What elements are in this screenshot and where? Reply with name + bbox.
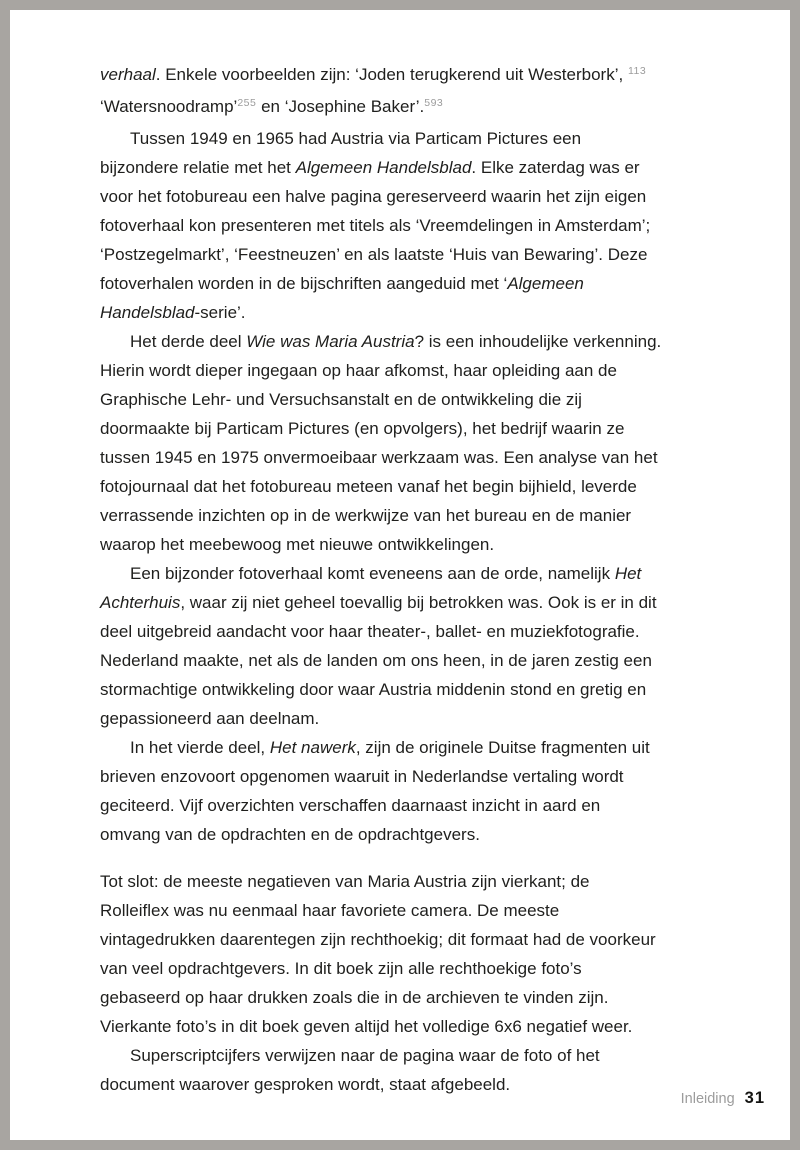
text-segment: , waar zij niet geheel toevallig bij betrokken was. Ook is er in dit deel uitgebreid aandacht voor haar theater-, ballet- en muziekfotografie. Nederland maakte, net als de landen om ons heen, in de jaren zestig een stormachtige ontwikkeling door waar Austria middenin stond en gretig en gepassioneerd aan deelnam. xyxy=(100,593,657,728)
text-segment: Tussen 1949 en 1965 had Austria via Particam Pictures een bijzondere relatie met het xyxy=(100,129,582,177)
text-segment: Het nawerk xyxy=(269,738,356,757)
text-segment: . Enkele voorbeelden zijn: ‘Joden terugkerend uit Westerbork’, xyxy=(155,65,628,84)
text-segment: In het vierde deel, xyxy=(130,738,270,757)
footer xyxy=(681,1089,765,1108)
page-reference-superscript: 113 xyxy=(627,65,647,77)
paragraph xyxy=(100,733,662,849)
text-segment: Superscriptcijfers verwijzen naar de pagina waar de foto of het document waarover gesproken wordt, staat afgebeeld. xyxy=(100,1046,600,1094)
text-segment: , zijn de originele Duitse fragmenten uit brieven enzovoort opgenomen waaruit in Nederlandse vertaling wordt geciteerd. Vijf overzichten verschaffen daarnaast inzicht in aard en omvang van de opdrachten en de opdrachtgevers. xyxy=(100,738,650,844)
paragraph xyxy=(100,327,662,559)
footer-page-number: 31 xyxy=(744,1089,765,1107)
text-segment: ‘Watersnoodramp’ xyxy=(100,97,238,116)
text-segment: Tot slot: de meeste negatieven van Maria Austria zijn vierkant; de Rolleiflex was nu eenmaal haar favoriete camera. De meeste vintagedrukken daarentegen zijn rechthoekig; dit formaat had de voorkeur van veel opdrachtgevers. In dit boek zijn alle rechthoekige foto’s gebaseerd op haar drukken zoals die in de archieven te vinden zijn. Vierkante foto’s in dit boek geven altijd het volledige 6x6 negatief weer. xyxy=(100,872,656,1036)
text-segment: ? is een inhoudelijke verkenning. Hierin wordt dieper ingegaan op haar afkomst, haar opleiding aan de Graphische Lehr- und Versuchsanstalt en de ontwikkeling die zij doormaakte bij Particam Pictures (en opvolgers), het bedrijf waarin ze tussen 1945 en 1975 onvermoeibaar werkzaam was. Een analyse van het fotojournaal dat het fotobureau meteen vanaf het begin bijhield, leverde verrassende inzichten op in de werkwijze van het bureau en de manier waarop het meebewoog met nieuwe ontwikkelingen. xyxy=(100,332,662,554)
book-page xyxy=(10,10,790,1140)
text-segment: Het Achterhuis xyxy=(100,564,642,612)
footer-section-label: Inleiding xyxy=(680,1091,735,1107)
page-reference-superscript: 593 xyxy=(424,97,444,109)
text-segment: . Elke zaterdag was er voor het fotobureau een halve pagina gereserveerd waarin het zijn eigen fotoverhaal kon presenteren met titels als ‘Vreemdelingen in Amsterdam’; ‘Postzegelmarkt’, ‘Feestneuzen’ en als laatste ‘Huis van Bewaring’. Deze fotoverhalen worden in de bijschriften aangeduid met ‘ xyxy=(100,158,651,293)
text-segment: Een bijzonder fotoverhaal komt eveneens aan de orde, namelijk xyxy=(130,564,615,583)
paragraph xyxy=(100,867,662,1041)
page-body xyxy=(100,60,662,1099)
text-segment: Het derde deel xyxy=(130,332,247,351)
text-segment: Wie was Maria Austria xyxy=(246,332,415,351)
paragraph xyxy=(100,124,662,327)
paragraph xyxy=(100,559,662,733)
text-segment: Algemeen Handelsblad xyxy=(100,274,584,322)
text-segment: en ‘Josephine Baker’. xyxy=(256,97,425,116)
text-segment: Algemeen Handelsblad xyxy=(295,158,472,177)
page-reference-superscript: 255 xyxy=(237,97,257,109)
paragraph xyxy=(100,1041,662,1099)
text-segment: verhaal xyxy=(100,65,156,84)
paragraph xyxy=(100,60,662,124)
text-segment: -serie’. xyxy=(194,303,246,322)
